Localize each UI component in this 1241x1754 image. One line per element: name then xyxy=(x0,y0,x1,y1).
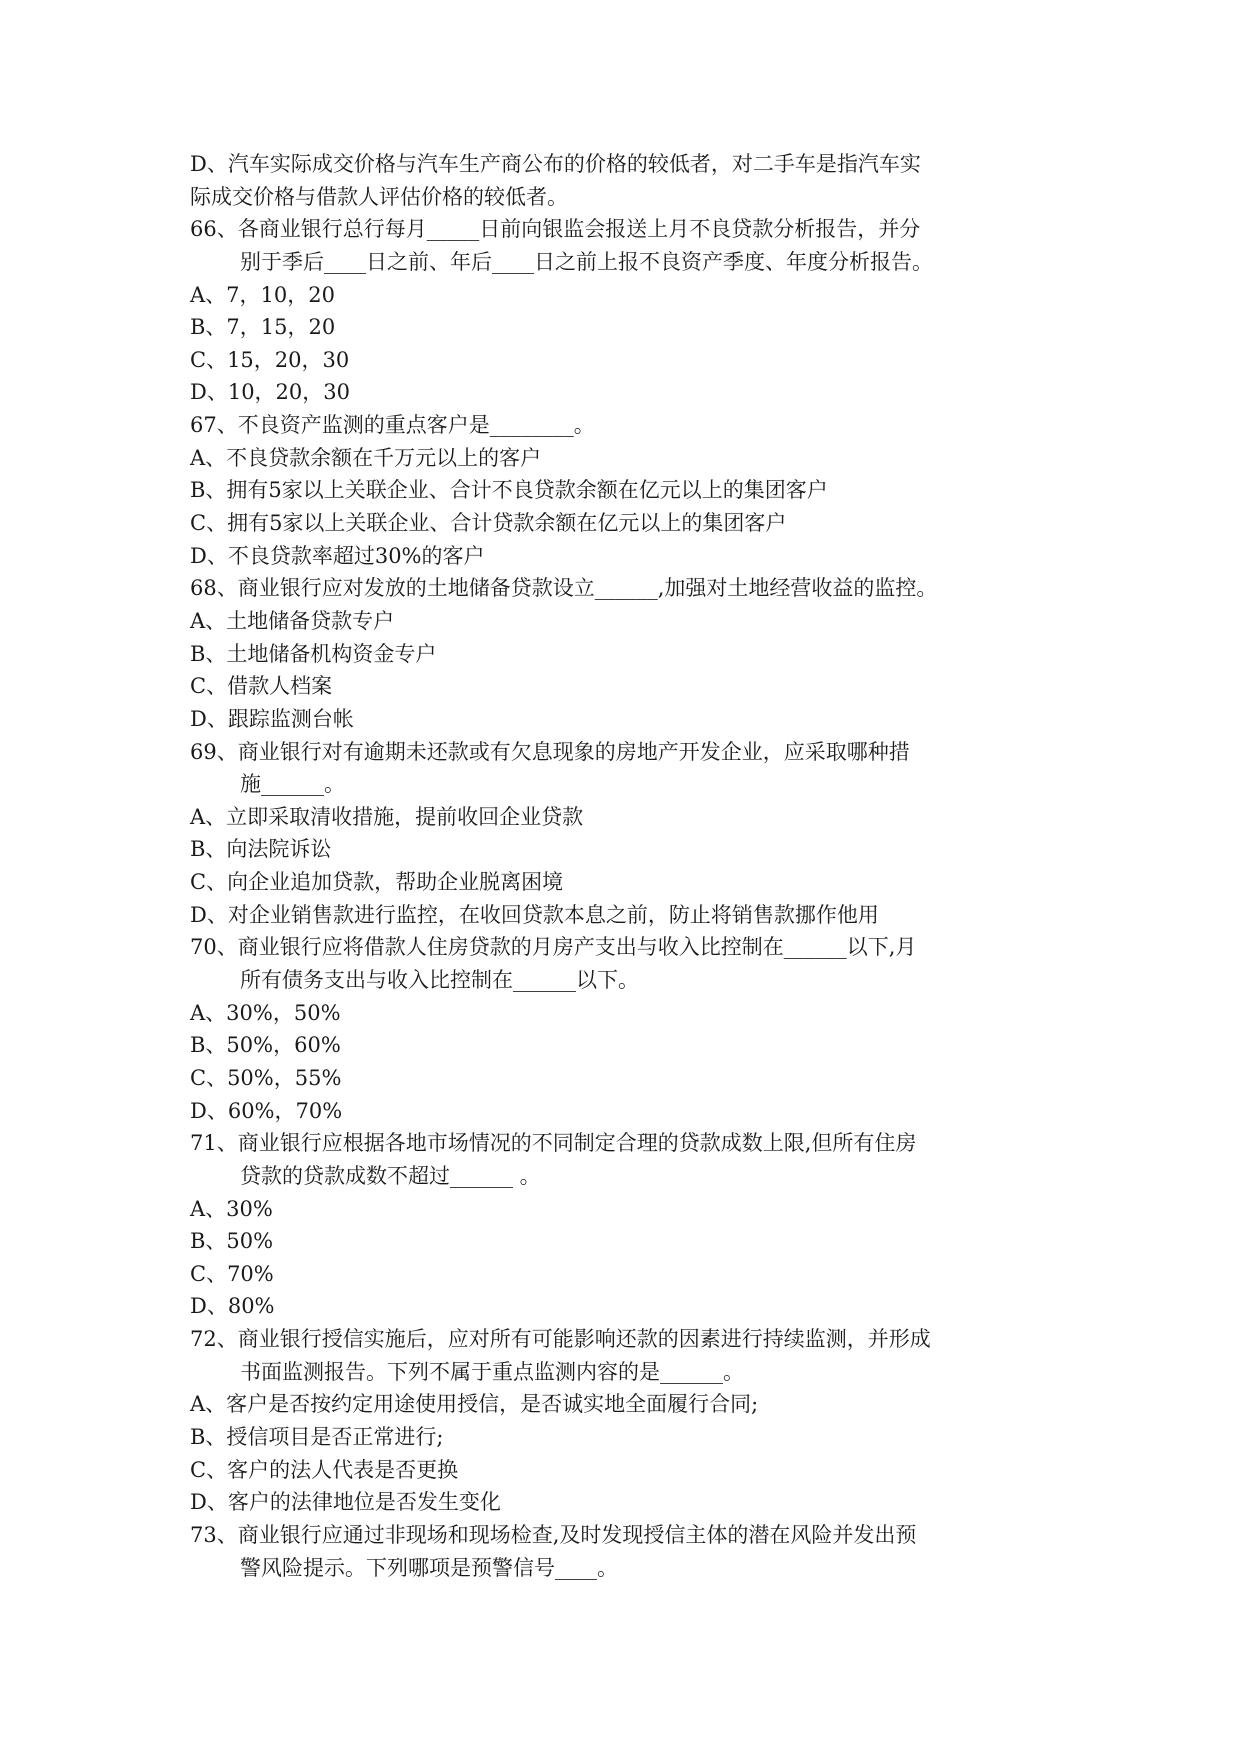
text-line: 70、商业银行应将借款人住房贷款的月房产支出与收入比控制在______以下,月 xyxy=(190,935,917,960)
text-line: A、立即采取清收措施，提前收回企业贷款 xyxy=(190,804,584,829)
text-line: 书面监测报告。下列不属于重点监测内容的是______。 xyxy=(240,1359,744,1384)
text-line: 所有债务支出与收入比控制在______以下。 xyxy=(240,968,639,993)
text-line: C、15，20，30 xyxy=(190,347,350,372)
text-line: D、10，20，30 xyxy=(190,380,351,405)
text-line: 66、各商业银行总行每月_____日前向银监会报送上月不良贷款分析报告，并分 xyxy=(190,217,921,242)
text-line: D、汽车实际成交价格与汽车生产商公布的价格的较低者，对二手车是指汽车实 xyxy=(190,152,921,176)
text-line: B、7，15，20 xyxy=(190,315,336,340)
text-line: 际成交价格与借款人评估价格的较低者。 xyxy=(190,184,568,209)
text-line: 68、商业银行应对发放的土地储备贷款设立______,加强对土地经营收益的监控。 xyxy=(190,576,938,601)
text-line: 73、商业银行应通过非现场和现场检查,及时发现授信主体的潜在风险并发出预 xyxy=(190,1522,917,1547)
text-line: 别于季后____日之前、年后____日之前上报不良资产季度、年度分析报告。 xyxy=(240,249,933,274)
text-line: 67、不良资产监测的重点客户是________。 xyxy=(190,413,595,438)
text-line: 69、商业银行对有逾期未还款或有欠息现象的房地产开发企业，应采取哪种措 xyxy=(190,739,910,764)
text-line: D、对企业销售款进行监控，在收回贷款本息之前，防止将销售款挪作他用 xyxy=(190,902,879,927)
text-line: A、客户是否按约定用途使用授信，是否诚实地全面履行合同; xyxy=(190,1392,759,1417)
text-line: C、客户的法人代表是否更换 xyxy=(190,1457,459,1482)
text-line: B、50% xyxy=(190,1229,274,1254)
text-line: C、50%，55% xyxy=(190,1065,342,1090)
text-line: D、60%，70% xyxy=(190,1098,343,1123)
text-line: B、向法院诉讼 xyxy=(190,837,332,862)
text-line: C、70% xyxy=(190,1261,274,1286)
text-line: 施______。 xyxy=(240,772,345,797)
text-line: A、30% xyxy=(190,1196,273,1221)
text-line: D、80% xyxy=(190,1294,275,1319)
text-line: C、拥有5家以上关联企业、合计贷款余额在亿元以上的集团客户 xyxy=(190,511,787,536)
text-line: D、不良贷款率超过30%的客户 xyxy=(190,543,485,568)
text-line: A、土地储备贷款专户 xyxy=(190,608,395,633)
text-line: A、30%，50% xyxy=(190,1000,341,1025)
text-line: B、拥有5家以上关联企业、合计不良贷款余额在亿元以上的集团客户 xyxy=(190,478,828,503)
text-line: C、借款人档案 xyxy=(190,674,333,699)
text-line: D、跟踪监测台帐 xyxy=(190,706,354,731)
text-line: A、不良贷款余额在千万元以上的客户 xyxy=(190,445,542,470)
text-line: B、50%，60% xyxy=(190,1033,341,1058)
text-line: 警风险提示。下列哪项是预警信号____。 xyxy=(240,1555,618,1580)
text-line: 71、商业银行应根据各地市场情况的不同制定合理的贷款成数上限,但所有住房 xyxy=(190,1131,917,1156)
document-body xyxy=(190,148,1075,1584)
text-line: B、授信项目是否正常进行; xyxy=(190,1424,444,1449)
text-line: 贷款的贷款成数不超过______ 。 xyxy=(240,1163,541,1188)
text-line: C、向企业追加贷款，帮助企业脱离困境 xyxy=(190,870,564,895)
text-line: A、7，10，20 xyxy=(190,282,335,307)
text-line: 72、商业银行授信实施后，应对所有可能影响还款的因素进行持续监测，并形成 xyxy=(190,1327,931,1352)
text-line: B、土地储备机构资金专户 xyxy=(190,641,437,666)
text-line: D、客户的法律地位是否发生变化 xyxy=(190,1490,501,1515)
